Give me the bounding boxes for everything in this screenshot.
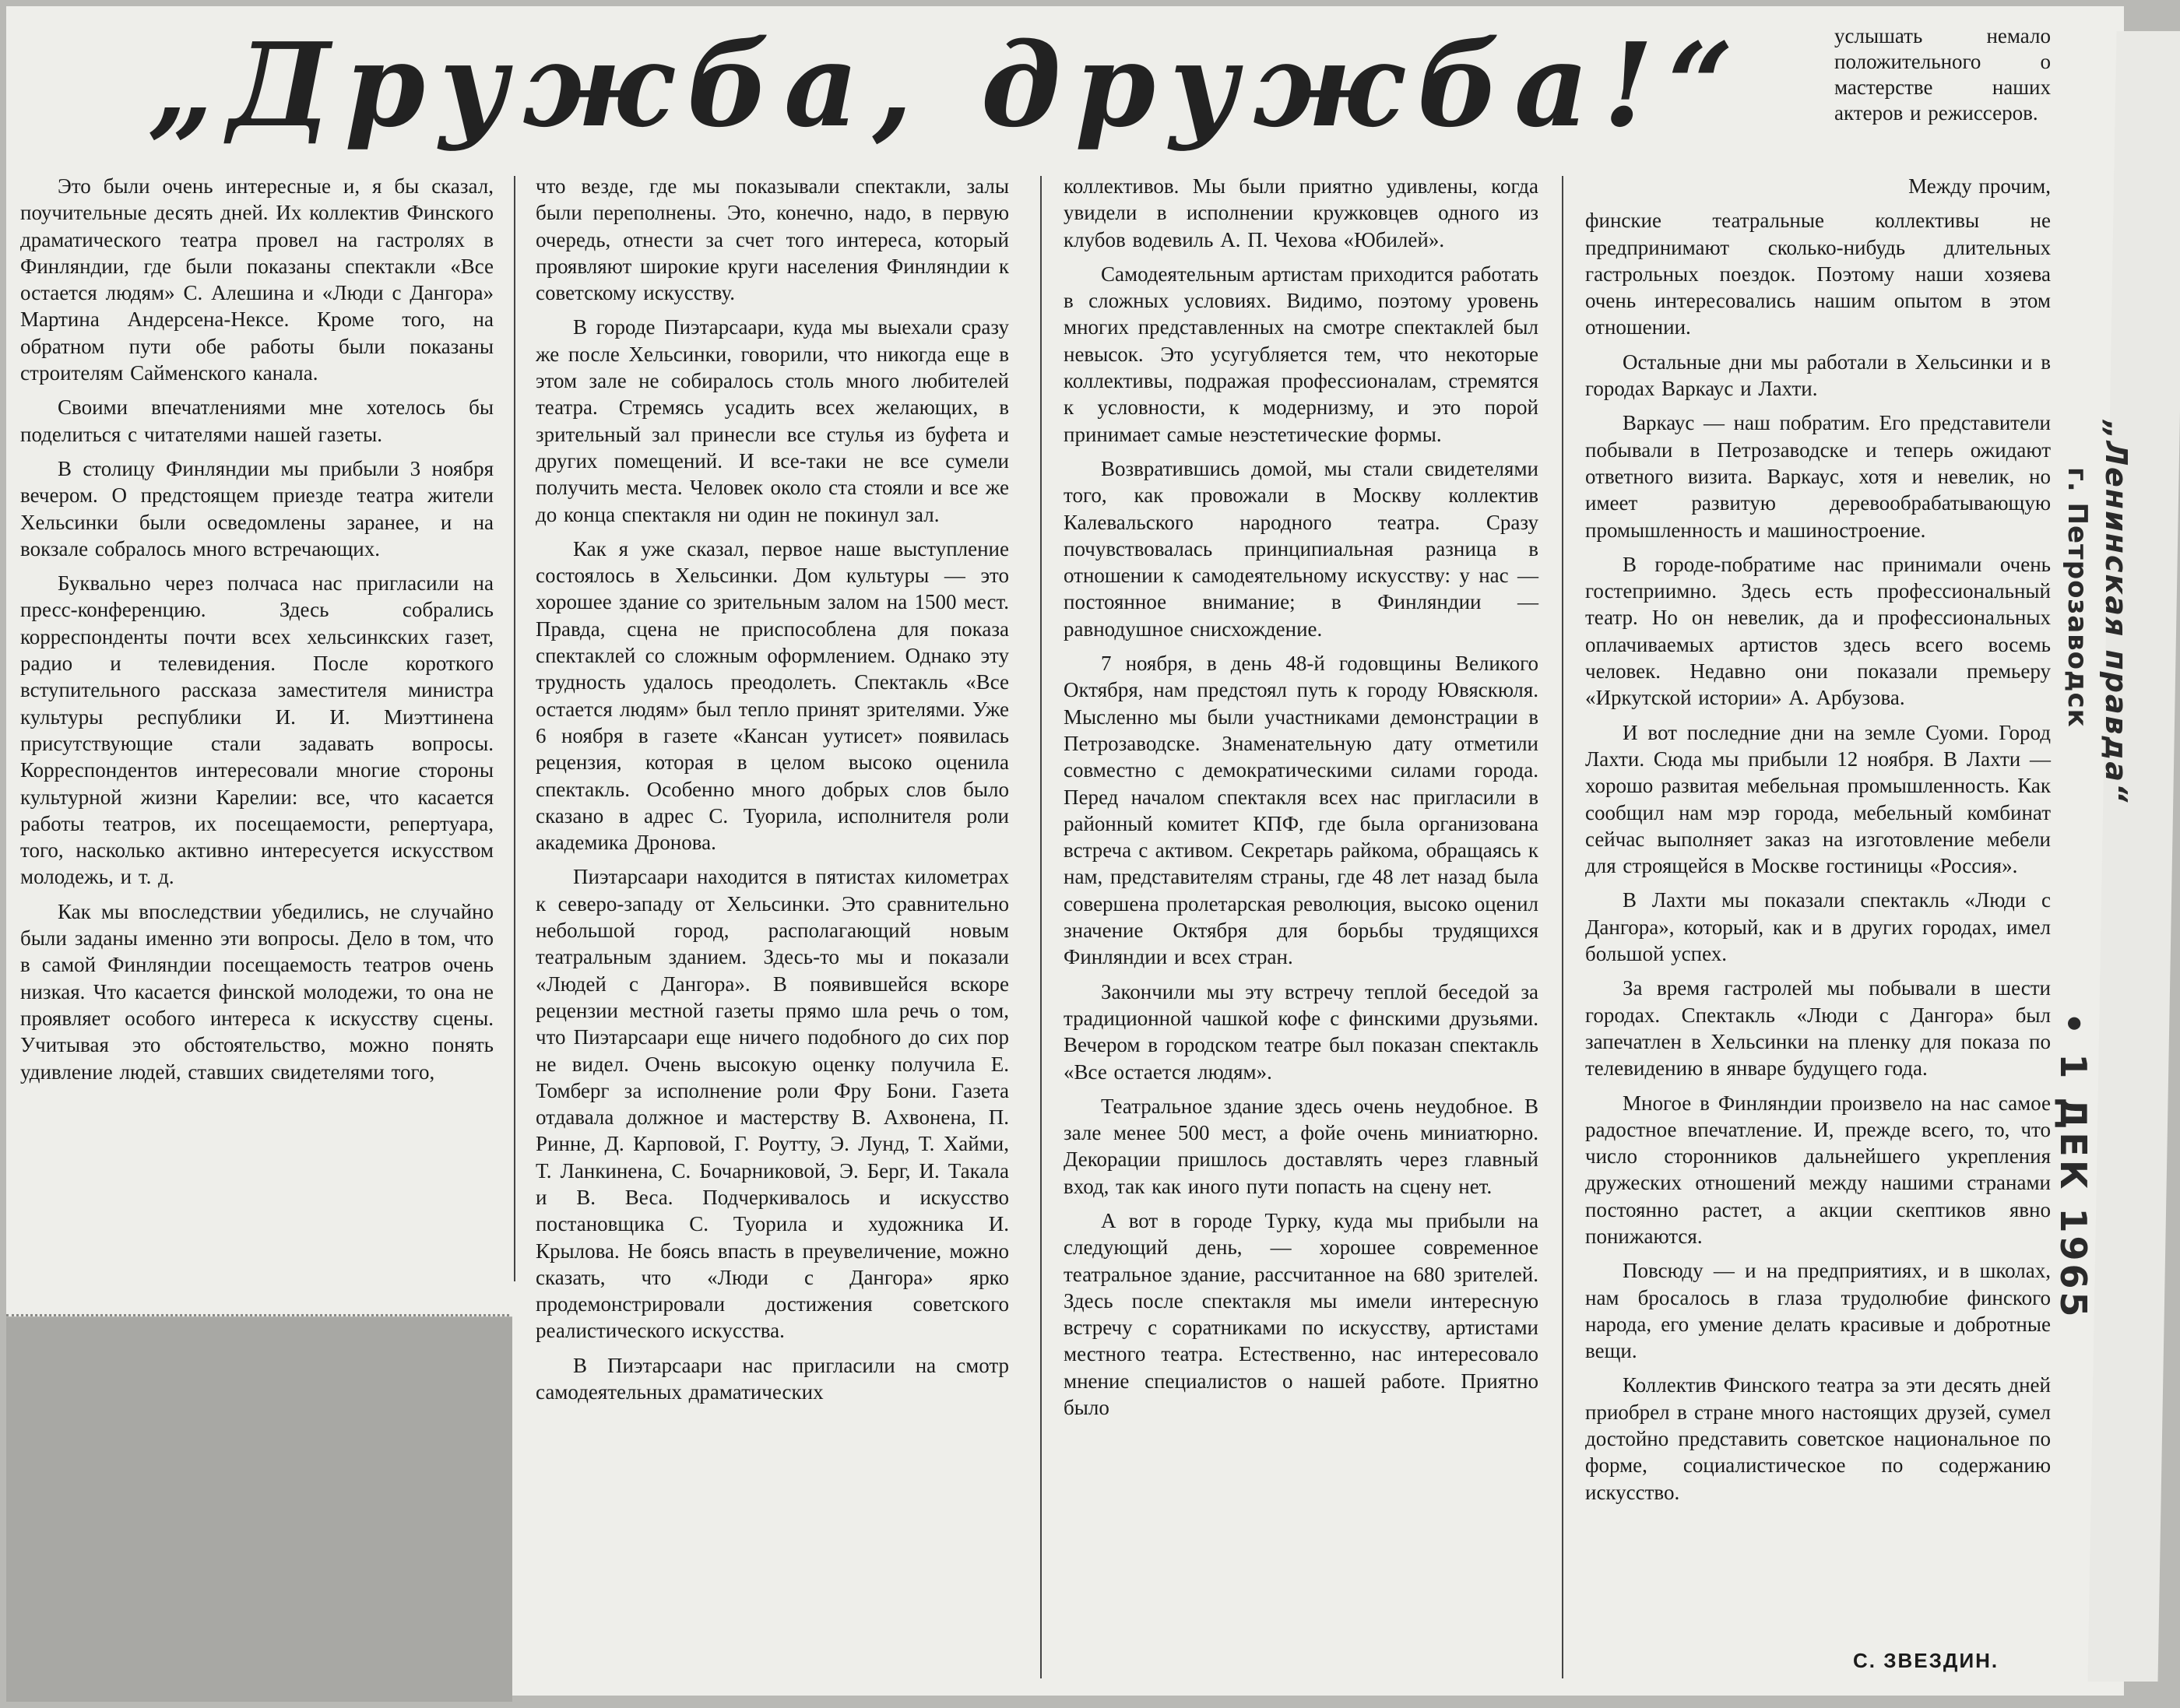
author-signature: С. ЗВЕЗДИН.	[1853, 1649, 1999, 1672]
background-grey-area	[6, 1317, 512, 1702]
article-paragraph: В городе-побратиме нас принимали очень гостеприимно. Здесь есть профессиональный театр. Но он невелик, да и профессиональных оплачиваемых артистов здесь всего восемь человек. Недавно они показали премьеру «Иркутской истории» А. Арбузова.	[1585, 552, 2051, 710]
article-column-2	[536, 173, 1009, 1405]
article-paragraph: что везде, где мы показывали спектакли, залы были переполнены. Это, конечно, надо, в первую очередь, отнести за счет того интереса, который проявляют широкие круги населения Финляндии к советскому искусству.	[536, 174, 1009, 305]
article-paragraph: И вот последние дни на земле Суоми. Город Лахти. Сюда мы прибыли 12 ноября. В Лахти — хорошо развитая мебельная промышленность. Как сообщил нам мэр города, мебельный комбинат сейчас выполняет заказ на изготовление мебели для строящейся в Москве гостиницы «Россия».	[1585, 720, 2051, 878]
article-paragraph: Как мы впоследствии убедились, не случайно были заданы именно эти вопросы. Дело в том, что в самой Финляндии посещаемость театров очень низкая. Что касается финской молодежи, то она не проявляет особого интереса к искусству сцены. Учитывая это обстоятельство, можно понять удивление людей, ставших свидетелями того,	[20, 899, 494, 1084]
column-4-lead: Между прочим,	[1908, 174, 2051, 198]
article-paragraph: В Пиэтарсаари нас пригласили на смотр самодеятельных драматических	[536, 1353, 1009, 1404]
article-paragraph: Остальные дни мы работали в Хельсинки и в городах Варкаус и Лахти.	[1585, 350, 2051, 401]
newspaper-stamp: „Ленинская правда“	[2099, 420, 2133, 804]
article-column-3	[1064, 173, 1538, 1421]
article-paragraph: В столицу Финляндии мы прибыли 3 ноября вечером. О предстоящем приезде театра жители Хельсинки были осведомлены заранее, и на вокзале собралось много встречающих.	[20, 456, 494, 561]
article-paragraph: В городе Пиэтарсаари, куда мы выехали сразу же после Хельсинки, говорили, что никогда еще в этом зале не собиралось столь много любителей театра. Стремясь усадить всех желающих, в зрительный зал принесли все стулья из буфета и других помещений. И все-таки не все сумели получить места. Человек около ста стояли и все же до конца спектакля ни один не покинул зал.	[536, 315, 1009, 526]
article-paragraph: В Лахти мы показали спектакль «Люди с Дангора», который, как и в других городах, имел большой успех.	[1585, 888, 2051, 966]
top-right-text	[1834, 23, 2051, 126]
city-stamp: г. Петрозаводск	[2062, 467, 2093, 728]
article-column-1	[20, 173, 494, 1085]
article-paragraph: Самодеятельным артистам приходится работать в сложных условиях. Видимо, поэтому уровень многих представленных на смотре спектаклей был невысок. Это усугубляется тем, что некоторые коллективы, подражая профессионалам, стремятся к условности, к модернизму, и это порой принимает самые неэстетические формы.	[1064, 262, 1538, 446]
article-paragraph: Пиэтарсаари находится в пятистах километрах к северо-западу от Хельсинки. Это сравнительно небольшой город, располагающий новым театральным зданием. Здесь-то мы и показали «Людей с Дангора». В появившейся вскоре рецензии местной газеты прямо шла речь о том, что Пиэтарсаари еще ничего подобного до сих пор не видел. Очень высокую оценку получила Е. Томберг за исполнение роли Фру Бони. Газета отдавала должное и мастерству В. Ахвонена, П. Ринне, Д. Карповой, Г. Роутту, Э. Лунд, Т. Хайми, Т. Ланкинена, С. Бочарниковой, Э. Берг, И. Такала и В. Веса. Подчеркивалось и искусство постановщика С. Туорила и художника И. Крылова. Не боясь впасть в преувеличение, можно сказать, что «Люди с Дангора» ярко продемонстрировали достижения советского реалистического искусства.	[536, 865, 1009, 1343]
article-paragraph: Своими впечатлениями мне хотелось бы поделиться с читателями нашей газеты.	[20, 395, 494, 446]
article-paragraph: А вот в городе Турку, куда мы прибыли на следующий день, — хорошее современное театральное здание, рассчитанное на 680 зрителей. Здесь после спектакля мы имели интересную встречу с соратниками по искусству, артистами местного театра. Естественно, нас интересовало мнение специалистов о нашей работе. Приятно было	[1064, 1208, 1538, 1420]
column-divider-1	[514, 176, 515, 1281]
article-paragraph: Многое в Финляндии произвело на нас самое радостное впечатление. И, прежде всего, то, что число сторонников дальнейшего укрепления дружеских отношений между нашими странами постоянно растет, а акции скептиков явно понижаются.	[1585, 1091, 2051, 1248]
article-column-4	[1585, 173, 2051, 1506]
column-divider-2	[1040, 176, 1042, 1678]
article-paragraph: Закончили мы эту встречу теплой беседой за традиционной чашкой кофе с финскими друзьями. Вечером в городском театре был показан спектакль «Все остается людям».	[1064, 979, 1538, 1084]
article-paragraph: 7 ноября, в день 48-й годовщины Великого Октября, нам предстоял путь к городу Ювяскюля. Мысленно мы были участниками демонстрации в Петрозаводске. Знаменательную дату отметили совместно с демократическими силами города. Перед началом спектакля всех нас пригласили в районный комитет КПФ, где была организована встреча с активом. Секретарь райкома, обращаясь к нам, представителям страны, где 48 лет назад была совершена пролетарская революция, высоко оценил значение Октября для борьбы трудящихся Финляндии и всех стран.	[1064, 652, 1538, 969]
date-stamp: • 1 ДЕК 1965	[2052, 1012, 2094, 1320]
article-paragraph: финские театральные коллективы не предпринимают сколько-нибудь длительных гастрольных поездок. Поэтому наши хозяева очень интересовались нашим опытом в этом отношении.	[1585, 209, 2051, 339]
article-paragraph: Возвратившись домой, мы стали свидетелями того, как провожали в Москву коллектив Калевальского народного театра. Сразу почувствовалась принципиальная разница в отношении к самодеятельному искусству: у нас — постоянное внимание; в Финляндии — равнодушное снисхождение.	[1064, 456, 1538, 641]
article-paragraph: Как я уже сказал, первое наше выступление состоялось в Хельсинки. Дом культуры — это хорошее здание со зрительным залом на 1500 мест. Правда, сцена не приспособлена для показа спектаклей со сложным оформлением. Однако эту трудность удалось преодолеть. Спектакль «Все остается людям» был тепло принят зрителями. Уже 6 ноября в газете «Кансан уутисет» появилась рецензия, которая в целом высоко оценила спектакль. Особенно много добрых слов было сказано в адрес С. Туорила, исполнителя роли академика Дронова.	[536, 536, 1009, 855]
article-paragraph: коллективов. Мы были приятно удивлены, когда увидели в исполнении кружковцев одного из клубов водевиль А. П. Чехова «Юбилей».	[1064, 174, 1538, 251]
article-paragraph: Буквально через полчаса нас пригласили на пресс-конференцию. Здесь собрались корреспонденты почти всех хельсинкских газет, радио и телевидения. После короткого вступительного рассказа заместителя министра культуры республики И. И. Миэттинена присутствующие стали задавать вопросы. Корреспондентов интересовали многие стороны культурной жизни Карелии: все, что касается работы театров, их посещаемости, репертуара, того, насколько активно интересуется искусством молодежь, и т. д.	[20, 571, 494, 889]
article-paragraph: Варкаус — наш побратим. Его представители побывали в Петрозаводске и теперь ожидают ответного визита. Варкаус, хотя и невелик, но имеет развитую деревообрабатывающую промышленность и машиностроение.	[1585, 411, 2051, 542]
article-paragraph: Коллектив Финского театра за эти десять дней приобрел в стране много настоящих друзей, сумел достойно представить советское национальное по форме, социалистическое по содержанию искусство.	[1585, 1373, 2051, 1504]
article-paragraph: За время гастролей мы побывали в шести городах. Спектакль «Люди с Дангора» был запечатлен в Хельсинки на пленку для показа по телевидению в январе будущего года.	[1585, 976, 2051, 1081]
article-paragraph: Это были очень интересные и, я бы сказал, поучительные десять дней. Их коллектив Финского драматического театра провел на гастролях в Финляндии, где были показаны спектакли «Все остается людям» С. Алешина и «Люди с Дангора» Мартина Андерсена-Нексе. Кроме того, на обратном пути обе работы были показаны строителям Сайменского канала.	[20, 174, 494, 385]
article-paragraph: Театральное здание здесь очень неудобное. В зале менее 500 мест, а фойе очень миниатюрно. Декорации пришлось доставлять через главный вход, так как иного пути попасть на сцену нет.	[1064, 1094, 1538, 1198]
top-right-paragraph: услышать немало положительного о мастерстве наших актеров и режиссеров.	[1834, 24, 2051, 125]
article-headline: „Дружба, дружба!“	[148, 17, 1748, 153]
column-divider-3	[1562, 176, 1563, 1678]
article-paragraph: Повсюду — и на предприятиях, и в школах, нам бросалось в глаза трудолюбие финского народа, его умение делать красивые и добротные вещи.	[1585, 1259, 2051, 1363]
